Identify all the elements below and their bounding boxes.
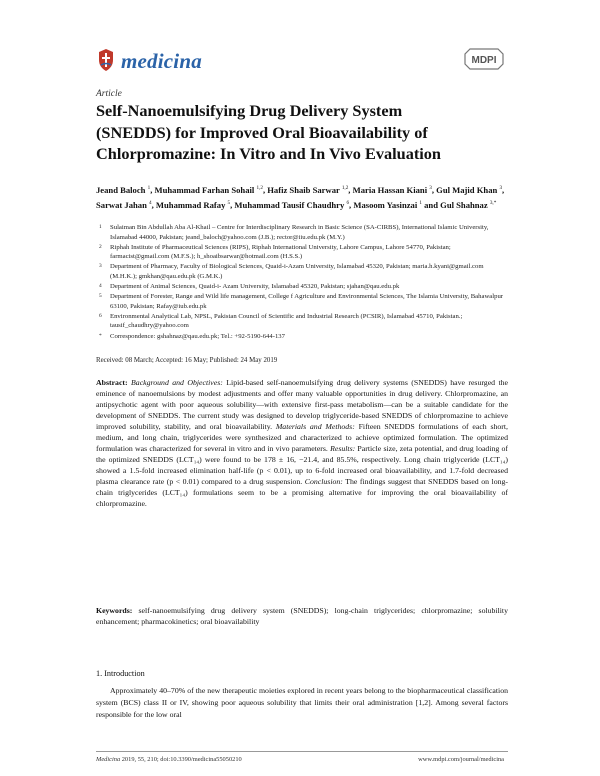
title-line: (SNEDDS) for Improved Oral Bioavailability of (96, 122, 428, 142)
abstract-results-text: Particle size, zeta potential, and drug loading of the optimized SNEDDS (LCT₁₄) were found to be 178 ± 16, −21.4, and 85.5%, respectively. Long chain triglyceride (LCT₁₄) showed a 1.5-fold increased elimination half-life (p < 0.01), up to 6-fold increased oral bioavailability, and 1.7-fold decreased plasma clearance rate (p < 0.01) compared to a drug suspension. (96, 444, 508, 486)
affiliation-item (96, 282, 508, 292)
abstract-background-text: Lipid-based self-nanoemulsifying drug delivery systems (SNEDDS) have resurged the eminence of nanoemulsions by modest adjustments and offer many valuable opportunities in drug delivery. Chlorpromazine, an antipsychotic agent with poor aqueous solubility—with extensive first-pass metabolism—can be a suitable candidate for the development of SNEDDS. The current study was designed to develop triglyceride-based SNEDDS of chlorpromazine to achieve improved solubility, stability, and oral bioavailability. (96, 378, 508, 431)
author-name: Muhammad Rafay (155, 199, 226, 210)
abstract (96, 377, 508, 509)
section-heading: 1. Introduction (96, 669, 145, 678)
author-name: Jeand Baloch (96, 184, 146, 195)
affiliation-number: 6 (99, 312, 102, 319)
author-list (96, 182, 508, 212)
affiliation-text: Riphah Institute of Pharmaceutical Sciences (RIPS), Riphah International University, Lahore Campus, Lahore 54770, Pakistan; farmacist@gmail.com (M.F.S.); h_shoaibsarwar@hotmail.com (H.S.S.) (110, 243, 451, 261)
author-name: Hafiz Shaib Sarwar (267, 184, 340, 195)
author-affiliation-marker: 5 (227, 199, 231, 206)
author-affiliation-marker: 3,* (489, 199, 497, 206)
keywords-text: self-nanoemulsifying drug delivery system (SNEDDS); long-chain triglycerides; chlorpromazine; solubility enhancement; pharmacokinetics; oral bioavailability (96, 606, 508, 626)
author-name: Masoom Yasinzai (353, 199, 418, 210)
keywords-label: Keywords: (96, 606, 133, 615)
affiliation-text: Department of Forester, Range and Wild life management, College f Agriculture and Environmental Sciences, The Islamia University, Bahawalpur 63100, Pakistan; Rafay@iub.edu.pk (110, 293, 504, 310)
affiliation-text: Correspondence: gshahnaz@qau.edu.pk; Tel.: +92-5190-644-137 (110, 332, 285, 340)
author-affiliation-marker: 3 (429, 185, 432, 191)
footer-citation-text: 2019, 55, 210; doi:10.3390/medicina55050210 (120, 756, 242, 763)
author-name: Gul Shahnaz (440, 199, 488, 210)
author-name: Gul Majid Khan (436, 184, 498, 195)
article-type: Article (96, 89, 122, 99)
affiliation-text: Environmental Analytical Lab, NPSL, Pakistan Council of Scientific and Industrial Research (PCSIR), Islamabad 45710, Pakistan.; tausif_chaudhry@yahoo.com (110, 312, 463, 330)
publication-dates: Received: 08 March; Accepted: 16 May; Published: 24 May 2019 (96, 357, 278, 364)
affiliation-text: Department of Pharmacy, Faculty of Biological Sciences, Quaid-i-Azam University, Islamabad 45320, Pakistan; maria.h.kyani@gmail.com (M.H.K.); gmkhan@qau.edu.pk (G.M.K.) (110, 263, 484, 280)
affiliation-item (96, 262, 508, 281)
affiliation-number: 4 (99, 283, 102, 290)
author-name: Muhammad Farhan Sohail (154, 184, 255, 195)
footer-url[interactable]: www.mdpi.com/journal/medicina (418, 756, 504, 763)
abstract-methods-text: Fifteen SNEDDS formulations of each short, medium, and long chain, triglycerides were synthesized and characterized to achieve optimized formulation. The optimized formulation was characterized for several in vitro and in vivo parameters. (96, 422, 508, 453)
author-affiliation-marker: 1 (419, 199, 422, 206)
affiliation-number: 1 (99, 224, 102, 230)
affiliation-number: 2 (99, 243, 102, 250)
affiliation-item (96, 332, 508, 342)
author-separator: , (151, 199, 156, 210)
affiliation-number: 5 (99, 293, 102, 300)
author-separator: , (502, 184, 505, 195)
abstract-results-label: Results: (330, 444, 356, 453)
journal-name: medicina (121, 49, 202, 73)
author-affiliation-marker: 1,2 (341, 185, 349, 191)
affiliation-item (96, 223, 508, 242)
author-name: Sarwat Jahan (96, 199, 147, 210)
author-separator: and (421, 199, 441, 210)
footer-journal: Medicina (96, 756, 121, 763)
intro-paragraph: Approximately 40–70% of the new therapeutic moieties explored in recent years belong to the biopharmaceutical classification system (BCS) class II or IV, showing poor aqueous solubility that limits their oral administration [1,2]. Among several factors responsible for the low oral (96, 686, 508, 720)
abstract-background-label: Background and Objectives: (131, 378, 223, 387)
abstract-label: Abstract: (96, 378, 128, 387)
affiliation-text: Sulaiman Bin Abdullah Aba Al-Khail – Centre for Interdisciplinary Research in Basic Science (SA-CIRBS), International Islamic University, Islamabad 44000, Pakistan; jeand_baloch@yahoo.com (J.B.); rector@iiu.edu.pk (M.Y.) (110, 224, 489, 241)
abstract-methods-label: Materials and Methods: (275, 422, 355, 431)
author-name: Muhammad Tausif Chaudhry (234, 199, 345, 210)
footer-divider (96, 751, 508, 752)
footer-citation (96, 756, 242, 763)
author-separator: , (230, 199, 235, 210)
abstract-conclusion-label: Conclusion: (304, 477, 343, 486)
author-separator: , (431, 184, 437, 195)
affiliation-item (96, 312, 508, 331)
affiliation-number: * (99, 332, 102, 339)
affiliation-text: Department of Animal Sciences, Quaid-i- Azam University, Islamabad 45320, Pakistan; sjahan@qau.edu.pk (110, 283, 400, 291)
mdpi-logo (464, 48, 504, 70)
author-separator: , (262, 184, 268, 195)
publisher-name: MDPI (471, 55, 497, 66)
affiliation-number: 3 (99, 263, 102, 270)
author-affiliation-marker: 6 (346, 199, 350, 206)
title-line: Chlorpromazine: In Vitro and In Vivo Evaluation (96, 144, 441, 163)
abstract-conclusion-text: The findings suggest that SNEDDS based on long-chain triglycerides (LCT₁₄) formulations seem to be a promising alternative for improving the oral bioavailability of chlorpromazine. (96, 477, 508, 508)
journal-logo-icon (96, 48, 116, 72)
article-title (96, 100, 516, 165)
author-separator: , (150, 184, 155, 195)
affiliation-item (96, 243, 508, 262)
author-separator: , (348, 184, 353, 195)
affiliation-list (96, 223, 508, 342)
affiliation-item (96, 292, 508, 311)
author-name: Maria Hassan Kiani (352, 184, 428, 195)
author-affiliation-marker: 3 (499, 185, 503, 191)
author-affiliation-marker: 1,2 (256, 185, 263, 191)
author-separator: , (349, 199, 354, 210)
title-line: Self-Nanoemulsifying Drug Delivery System (96, 101, 403, 120)
author-affiliation-marker: 4 (149, 199, 152, 206)
author-affiliation-marker: 1 (147, 185, 151, 191)
keywords (96, 605, 508, 627)
